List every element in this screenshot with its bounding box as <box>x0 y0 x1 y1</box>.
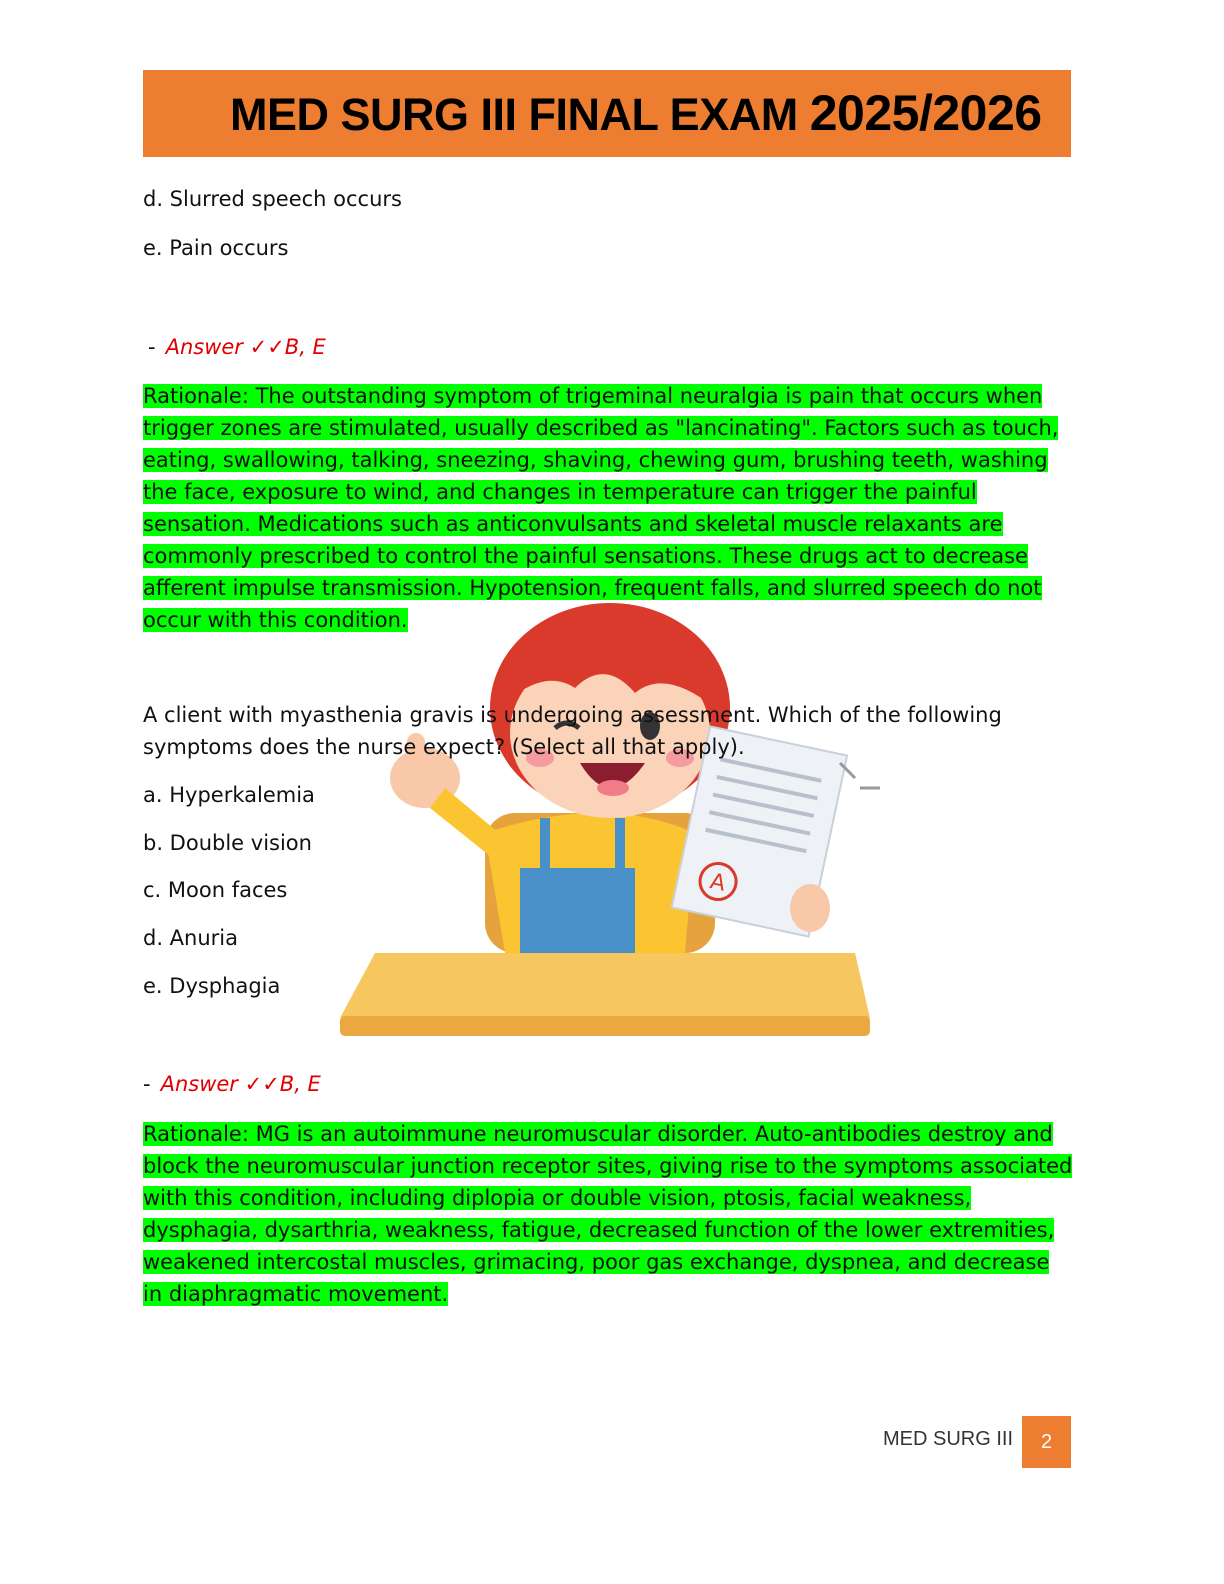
title-text: MED SURG III FINAL EXAM <box>230 89 798 140</box>
answer-dash: - <box>143 1072 151 1096</box>
answer-text: Answer ✓✓B, E <box>160 1072 321 1096</box>
desk-top <box>340 953 870 1018</box>
rationale-text: Rationale: The outstanding symptom of trigeminal neuralgia is pain that occurs when trigger zones are stimulated, usually described as "lancinating". Factors such as touch, eating, swallowing, talking, sneezing, shaving, chewing gum, brushing teeth, washing the face, exposure to wind, and changes in temperature can trigger the painful sensation. Medications such as anticonvulsants and skeletal muscle relaxants are commonly prescribed to control the painful sensations. These drugs act to decrease afferent impulse transmission. Hypotension, frequent falls, and slurred speech do not occur with this condition. <box>143 384 1059 632</box>
answer-line-2 <box>143 1068 321 1100</box>
q2-option-e: e. Dysphagia <box>143 974 281 998</box>
q2-option-a: a. Hyperkalemia <box>143 783 315 807</box>
cartoon-child-with-graded-test-icon <box>335 598 880 1043</box>
q2-option-d: d. Anuria <box>143 926 239 950</box>
desk-edge <box>340 1016 870 1036</box>
title-year: 2025/2026 <box>809 85 1042 141</box>
answer-line-1 <box>148 331 326 363</box>
overalls <box>520 868 635 953</box>
footer-label: MED SURG III <box>883 1428 1014 1450</box>
option-d: d. Slurred speech occurs <box>143 187 402 211</box>
answer-text: Answer ✓✓B, E <box>165 335 326 359</box>
q2-option-b: b. Double vision <box>143 831 312 855</box>
question-2-stem: A client with myasthenia gravis is undergoing assessment. Which of the following symptoms does the nurse expect? (Select all that apply). <box>143 703 1002 759</box>
page-title <box>230 84 1042 142</box>
page-number: 2 <box>1022 1416 1071 1468</box>
grade-mark: A <box>707 869 728 897</box>
option-e: e. Pain occurs <box>143 236 289 260</box>
rationale-text: Rationale: MG is an autoimmune neuromuscular disorder. Auto-antibodies destroy and block the neuromuscular junction receptor sites, giving rise to the symptoms associated with this condition, including diplopia or double vision, ptosis, facial weakness, dysphagia, dysarthria, weakness, fatigue, decreased function of the lower extremities, weakened intercostal muscles, grimacing, poor gas exchange, dyspnea, and decrease in diaphragmatic movement. <box>143 1122 1073 1306</box>
answer-dash: - <box>148 335 156 359</box>
header-banner <box>143 70 1071 157</box>
rationale-block-2 <box>143 1118 1073 1310</box>
q2-option-c: c. Moon faces <box>143 878 288 902</box>
